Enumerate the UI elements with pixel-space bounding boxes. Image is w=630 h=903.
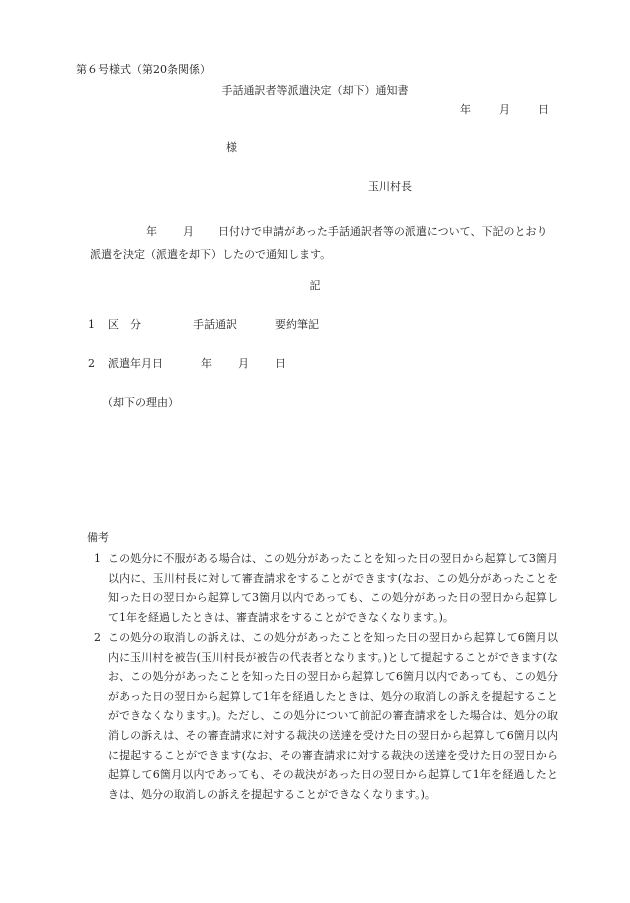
body-text-line1: 日付けで申請があった手話通訳者等の派遣について、下記のとおり [218, 225, 548, 238]
item-label: 派遣年月日 [108, 357, 163, 370]
option-sign-language: 手話通訳 [193, 318, 237, 331]
issue-date-month: 月 [499, 103, 510, 116]
rejection-reason-label: （却下の理由） [102, 396, 179, 409]
document-title: 手話通訳者等派遣決定（却下）通知書 [221, 84, 409, 97]
ki-heading: 記 [309, 279, 321, 292]
item-number: 2 [88, 357, 95, 370]
item-number: 1 [88, 318, 95, 331]
issue-date [460, 103, 549, 117]
item-dispatch-date [88, 357, 286, 371]
item-label: 区 分 [108, 318, 141, 331]
body-year: 年 [146, 225, 157, 238]
remark-number: 1 [94, 552, 101, 565]
addressee-suffix: 様 [226, 141, 237, 154]
body-month: 月 [183, 225, 194, 238]
remark-item [94, 628, 558, 804]
dispatch-year: 年 [201, 357, 212, 370]
remarks-title: 備考 [87, 531, 109, 544]
item-category [88, 318, 319, 332]
remark-text: この処分に不服がある場合は、この処分があったことを知った日の翌日から起算して3箇月以内に、玉川村長に対して審査請求をすることができます(なお、この処分があったことを知った日の翌日から起算して3箇月以内であっても、この処分があった日の翌日から起算して1年を経過したときは、審査請求をすることができなくなります。)。 [108, 552, 558, 624]
notice-body [90, 220, 548, 266]
remark-text: この処分の取消しの訴えは、この処分があったことを知った日の翌日から起算して6箇月以内に玉川村を被告(玉川村長が被告の代表者となります。)として提起することができます(なお、この処分があったことを知った日の翌日から起算して6箇月以内であっても、この処分があった日の翌日から起算して1年を経過したときは、処分の取消しの訴えを提起することができなくなります。)。ただし、この処分について前記の審査請求をした場合は、処分の取消しの訴えは、その審査請求に対する裁決の送達を受けた日の翌日から起算して6箇月以内に提起することができます(なお、その審査請求に対する裁決の送達を受けた日の翌日から起算して6箇月以内であっても、その裁決があった日の翌日から起算して1年を経過したときは、処分の取消しの訴えを提起することができなくなります。)。 [108, 631, 558, 801]
remark-number: 2 [94, 631, 101, 644]
issue-date-year: 年 [460, 103, 471, 116]
remark-item [94, 549, 558, 627]
notice-body-line1 [90, 220, 548, 243]
option-summary-writing: 要約筆記 [275, 318, 319, 331]
sender-name: 玉川村長 [368, 180, 412, 193]
dispatch-month: 月 [238, 357, 249, 370]
form-number: 第６号様式（第20条関係） [76, 63, 211, 76]
notice-body-line2: 派遣を決定（派遣を却下）したので通知します。 [90, 248, 332, 261]
issue-date-day: 日 [538, 103, 549, 116]
dispatch-day: 日 [275, 357, 286, 370]
